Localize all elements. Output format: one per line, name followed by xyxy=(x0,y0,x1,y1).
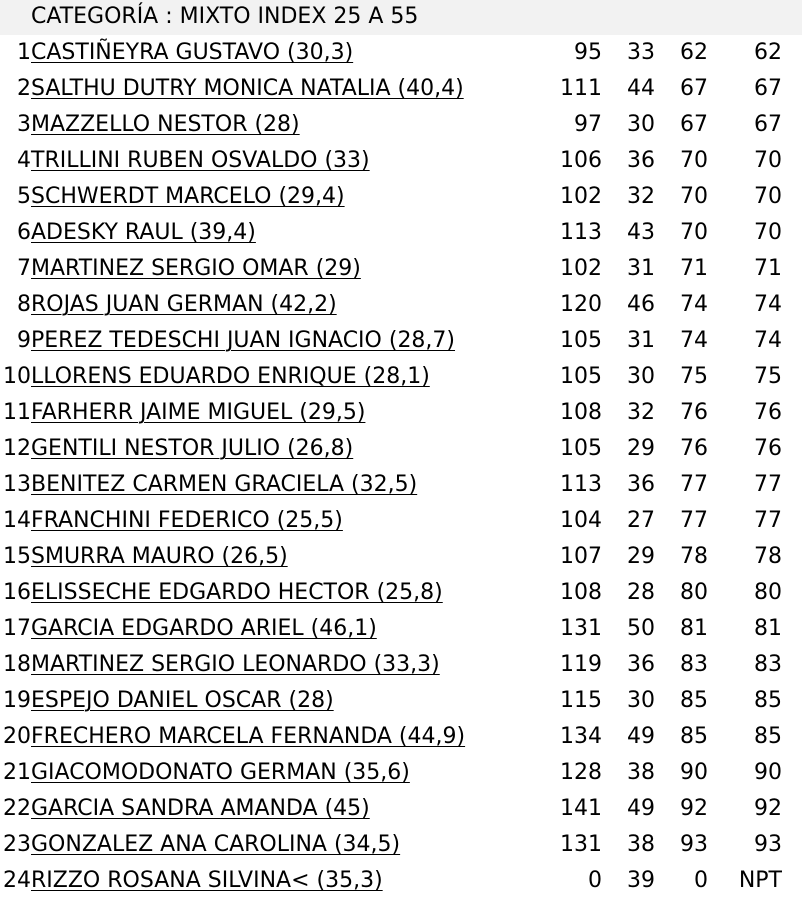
net-score-cell: 76 xyxy=(680,436,708,461)
table-row xyxy=(0,863,802,899)
net-score-cell: 90 xyxy=(680,760,708,785)
net-score-cell: 74 xyxy=(680,292,708,317)
net-score-cell: 85 xyxy=(680,688,708,713)
position-cell: 17 xyxy=(3,616,31,641)
gross-score-cell: 105 xyxy=(560,364,602,389)
result-cell: 85 xyxy=(754,724,782,749)
result-cell: 71 xyxy=(754,256,782,281)
table-row xyxy=(0,323,802,359)
position-cell: 8 xyxy=(17,292,31,317)
player-link[interactable]: MAZZELLO NESTOR (28) xyxy=(31,112,300,137)
net-score-cell: 75 xyxy=(680,364,708,389)
player-link[interactable]: LLORENS EDUARDO ENRIQUE (28,1) xyxy=(31,364,430,389)
table-row xyxy=(0,143,802,179)
handicap-cell: 50 xyxy=(627,616,655,641)
result-cell: 70 xyxy=(754,220,782,245)
player-link[interactable]: SALTHU DUTRY MONICA NATALIA (40,4) xyxy=(31,76,464,101)
player-link[interactable]: CASTIÑEYRA GUSTAVO (30,3) xyxy=(31,40,354,65)
gross-score-cell: 128 xyxy=(560,760,602,785)
result-cell: NPT xyxy=(738,868,782,893)
gross-score-cell: 113 xyxy=(560,220,602,245)
gross-score-cell: 113 xyxy=(560,472,602,497)
result-cell: 70 xyxy=(754,184,782,209)
table-row xyxy=(0,719,802,755)
table-row xyxy=(0,359,802,395)
net-score-cell: 85 xyxy=(680,724,708,749)
gross-score-cell: 131 xyxy=(560,832,602,857)
handicap-cell: 29 xyxy=(627,544,655,569)
net-score-cell: 70 xyxy=(680,148,708,173)
table-row xyxy=(0,179,802,215)
net-score-cell: 77 xyxy=(680,508,708,533)
position-cell: 3 xyxy=(17,112,31,137)
result-cell: 67 xyxy=(754,112,782,137)
position-cell: 19 xyxy=(3,688,31,713)
position-cell: 11 xyxy=(3,400,31,425)
player-link[interactable]: GIACOMODONATO GERMAN (35,6) xyxy=(31,760,410,785)
player-link[interactable]: BENITEZ CARMEN GRACIELA (32,5) xyxy=(31,472,418,497)
gross-score-cell: 107 xyxy=(560,544,602,569)
result-cell: 81 xyxy=(754,616,782,641)
table-row xyxy=(0,215,802,251)
gross-score-cell: 0 xyxy=(588,868,602,893)
position-cell: 21 xyxy=(3,760,31,785)
result-cell: 74 xyxy=(754,328,782,353)
player-link[interactable]: RIZZO ROSANA SILVINA< (35,3) xyxy=(31,868,383,893)
result-cell: 83 xyxy=(754,652,782,677)
position-cell: 14 xyxy=(3,508,31,533)
player-link[interactable]: PEREZ TEDESCHI JUAN IGNACIO (28,7) xyxy=(31,328,456,353)
position-cell: 7 xyxy=(17,256,31,281)
position-cell: 20 xyxy=(3,724,31,749)
result-cell: 77 xyxy=(754,508,782,533)
handicap-cell: 31 xyxy=(627,328,655,353)
result-cell: 76 xyxy=(754,436,782,461)
player-link[interactable]: GONZALEZ ANA CAROLINA (34,5) xyxy=(31,832,401,857)
position-cell: 15 xyxy=(3,544,31,569)
result-cell: 76 xyxy=(754,400,782,425)
table-row xyxy=(0,467,802,503)
result-cell: 93 xyxy=(754,832,782,857)
player-link[interactable]: FARHERR JAIME MIGUEL (29,5) xyxy=(31,400,366,425)
table-row xyxy=(0,251,802,287)
net-score-cell: 71 xyxy=(680,256,708,281)
gross-score-cell: 141 xyxy=(560,796,602,821)
gross-score-cell: 106 xyxy=(560,148,602,173)
handicap-cell: 36 xyxy=(627,472,655,497)
gross-score-cell: 97 xyxy=(574,112,602,137)
handicap-cell: 29 xyxy=(627,436,655,461)
net-score-cell: 81 xyxy=(680,616,708,641)
gross-score-cell: 111 xyxy=(560,76,602,101)
net-score-cell: 70 xyxy=(680,220,708,245)
gross-score-cell: 120 xyxy=(560,292,602,317)
player-link[interactable]: FRANCHINI FEDERICO (25,5) xyxy=(31,508,343,533)
net-score-cell: 0 xyxy=(694,868,708,893)
position-cell: 9 xyxy=(17,328,31,353)
player-link[interactable]: ROJAS JUAN GERMAN (42,2) xyxy=(31,292,337,317)
net-score-cell: 67 xyxy=(680,76,708,101)
player-link[interactable]: ADESKY RAUL (39,4) xyxy=(31,220,256,245)
gross-score-cell: 102 xyxy=(560,256,602,281)
table-row xyxy=(0,683,802,719)
position-cell: 24 xyxy=(3,868,31,893)
handicap-cell: 43 xyxy=(627,220,655,245)
position-cell: 22 xyxy=(3,796,31,821)
handicap-cell: 31 xyxy=(627,256,655,281)
gross-score-cell: 119 xyxy=(560,652,602,677)
result-cell: 70 xyxy=(754,148,782,173)
gross-score-cell: 102 xyxy=(560,184,602,209)
handicap-cell: 49 xyxy=(627,724,655,749)
position-cell: 10 xyxy=(3,364,31,389)
result-cell: 85 xyxy=(754,688,782,713)
player-link[interactable]: GARCIA SANDRA AMANDA (45) xyxy=(31,796,370,821)
position-cell: 12 xyxy=(3,436,31,461)
net-score-cell: 62 xyxy=(680,40,708,65)
net-score-cell: 74 xyxy=(680,328,708,353)
gross-score-cell: 95 xyxy=(574,40,602,65)
position-cell: 4 xyxy=(17,148,31,173)
table-row xyxy=(0,35,802,71)
player-link[interactable]: MARTINEZ SERGIO OMAR (29) xyxy=(31,256,361,281)
handicap-cell: 32 xyxy=(627,400,655,425)
result-cell: 90 xyxy=(754,760,782,785)
handicap-cell: 36 xyxy=(627,652,655,677)
result-cell: 92 xyxy=(754,796,782,821)
result-cell: 62 xyxy=(754,40,782,65)
player-link[interactable]: TRILLINI RUBEN OSVALDO (33) xyxy=(31,148,370,173)
position-cell: 2 xyxy=(17,76,31,101)
category-header xyxy=(0,0,802,35)
gross-score-cell: 131 xyxy=(560,616,602,641)
gross-score-cell: 134 xyxy=(560,724,602,749)
net-score-cell: 80 xyxy=(680,580,708,605)
table-row xyxy=(0,827,802,863)
table-row xyxy=(0,611,802,647)
gross-score-cell: 108 xyxy=(560,400,602,425)
results-table xyxy=(0,35,802,899)
player-link[interactable]: SMURRA MAURO (26,5) xyxy=(31,544,288,569)
result-cell: 67 xyxy=(754,76,782,101)
table-row xyxy=(0,539,802,575)
gross-score-cell: 115 xyxy=(560,688,602,713)
player-link[interactable]: FRECHERO MARCELA FERNANDA (44,9) xyxy=(31,724,466,749)
net-score-cell: 77 xyxy=(680,472,708,497)
handicap-cell: 38 xyxy=(627,760,655,785)
table-row xyxy=(0,431,802,467)
position-cell: 18 xyxy=(3,652,31,677)
handicap-cell: 38 xyxy=(627,832,655,857)
result-cell: 77 xyxy=(754,472,782,497)
position-cell: 1 xyxy=(17,40,31,65)
table-row xyxy=(0,107,802,143)
result-cell: 74 xyxy=(754,292,782,317)
handicap-cell: 36 xyxy=(627,148,655,173)
gross-score-cell: 105 xyxy=(560,328,602,353)
handicap-cell: 46 xyxy=(627,292,655,317)
handicap-cell: 39 xyxy=(627,868,655,893)
table-row xyxy=(0,791,802,827)
position-cell: 13 xyxy=(3,472,31,497)
net-score-cell: 83 xyxy=(680,652,708,677)
handicap-cell: 30 xyxy=(627,112,655,137)
gross-score-cell: 104 xyxy=(560,508,602,533)
gross-score-cell: 108 xyxy=(560,580,602,605)
result-cell: 80 xyxy=(754,580,782,605)
net-score-cell: 70 xyxy=(680,184,708,209)
table-row xyxy=(0,287,802,323)
result-cell: 75 xyxy=(754,364,782,389)
net-score-cell: 67 xyxy=(680,112,708,137)
net-score-cell: 92 xyxy=(680,796,708,821)
table-row xyxy=(0,71,802,107)
handicap-cell: 30 xyxy=(627,364,655,389)
result-cell: 78 xyxy=(754,544,782,569)
table-row xyxy=(0,503,802,539)
gross-score-cell: 105 xyxy=(560,436,602,461)
position-cell: 23 xyxy=(3,832,31,857)
net-score-cell: 78 xyxy=(680,544,708,569)
handicap-cell: 30 xyxy=(627,688,655,713)
category-title: CATEGORÍA : MIXTO INDEX 25 A 55 xyxy=(31,4,419,29)
handicap-cell: 44 xyxy=(627,76,655,101)
handicap-cell: 27 xyxy=(627,508,655,533)
handicap-cell: 28 xyxy=(627,580,655,605)
handicap-cell: 49 xyxy=(627,796,655,821)
player-link[interactable]: GENTILI NESTOR JULIO (26,8) xyxy=(31,436,354,461)
position-cell: 6 xyxy=(17,220,31,245)
player-link[interactable]: GARCIA EDGARDO ARIEL (46,1) xyxy=(31,616,377,641)
position-cell: 16 xyxy=(3,580,31,605)
table-row xyxy=(0,575,802,611)
net-score-cell: 76 xyxy=(680,400,708,425)
player-link[interactable]: MARTINEZ SERGIO LEONARDO (33,3) xyxy=(31,652,440,677)
position-cell: 5 xyxy=(17,184,31,209)
table-row xyxy=(0,395,802,431)
player-link[interactable]: SCHWERDT MARCELO (29,4) xyxy=(31,184,345,209)
player-link[interactable]: ESPEJO DANIEL OSCAR (28) xyxy=(31,688,334,713)
net-score-cell: 93 xyxy=(680,832,708,857)
handicap-cell: 33 xyxy=(627,40,655,65)
player-link[interactable]: ELISSECHE EDGARDO HECTOR (25,8) xyxy=(31,580,443,605)
table-row xyxy=(0,755,802,791)
table-row xyxy=(0,647,802,683)
handicap-cell: 32 xyxy=(627,184,655,209)
